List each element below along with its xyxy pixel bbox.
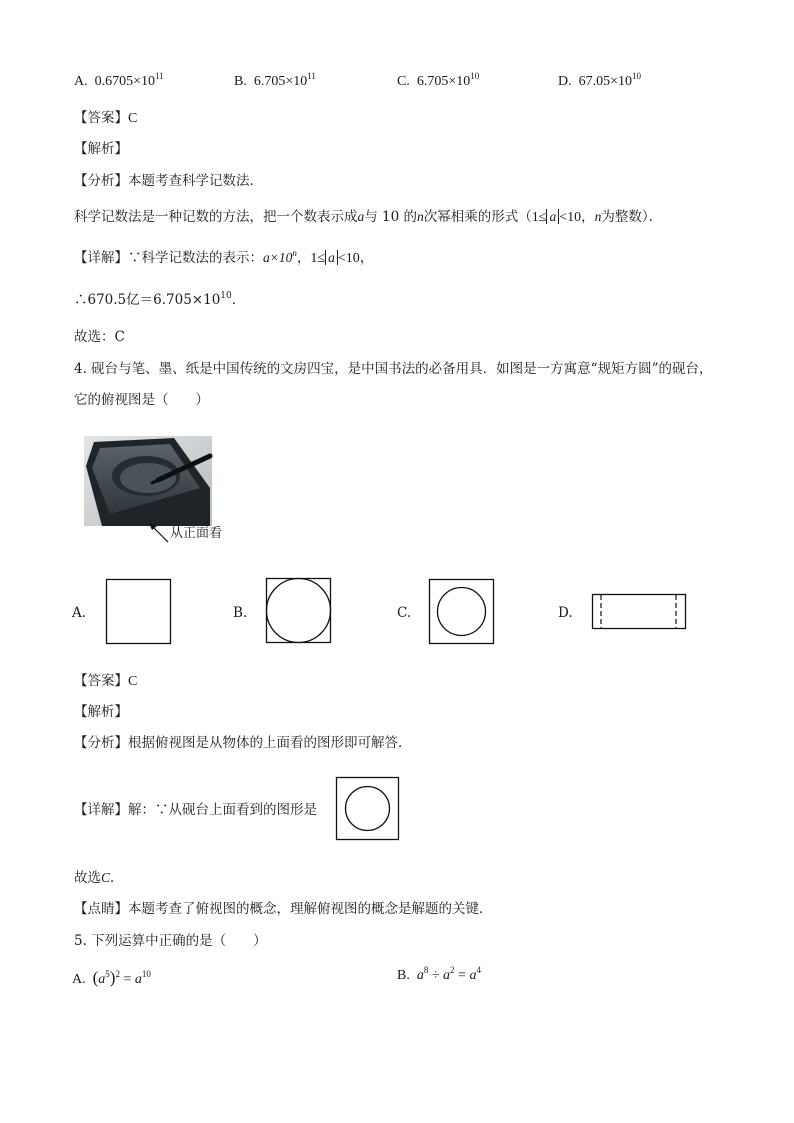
q3-option-d: D. $67.05\times 10^{10}$ bbox=[558, 71, 642, 89]
q3-choose: 故选：C bbox=[74, 329, 125, 345]
q4-option-a-figure bbox=[106, 579, 172, 645]
inkstone-photo bbox=[84, 436, 212, 526]
q4-stem-line2: 它的俯视图是（ ） bbox=[74, 392, 209, 408]
q4-option-c-figure bbox=[429, 579, 495, 645]
q3-analysis-tag: 【解析】 bbox=[74, 141, 128, 157]
q4-detail-figure bbox=[336, 777, 400, 841]
q4-answer: 【答案】C bbox=[74, 673, 138, 689]
q3-definition: 科学记数法是一种记数的方法，把一个数表示成a与 10 的n次幂相乘的形式（1≤ a <10，n为整数）． bbox=[74, 209, 663, 225]
q4-option-a-label: A. bbox=[72, 605, 87, 621]
q4-option-b-label: B. bbox=[233, 605, 248, 621]
q4-detail: 【详解】解：∵从砚台上面看到的图形是 bbox=[74, 802, 317, 818]
q5-option-a: A. $(a^5)^2 = a^{10}$ bbox=[72, 968, 151, 987]
q5-stem: 5. 下列运算中正确的是（ ） bbox=[74, 933, 267, 949]
q4-option-c-label: C. bbox=[397, 605, 412, 621]
q3-answer: 【答案】C bbox=[74, 110, 138, 126]
q4-stem-line1: 4. 砚台与笔、墨、纸是中国传统的文房四宝，是中国书法的必备用具．如图是一方寓意“规矩方圆”的砚台， bbox=[74, 361, 713, 377]
q4-analysis-tag: 【解析】 bbox=[74, 704, 128, 720]
q3-option-a: A. $0.6705\times 10^{11}$ bbox=[74, 71, 164, 89]
q3-therefore: ∴670.5亿$=6.705\times 10^{10}$． bbox=[74, 291, 246, 308]
q3-option-c: C. $6.705\times 10^{10}$ bbox=[397, 71, 480, 89]
q5-option-b: B. $a^8 \div a^2 = a^4$ bbox=[397, 965, 481, 983]
q4-option-d-figure bbox=[592, 594, 688, 632]
q4-option-d-label: D. bbox=[558, 605, 573, 621]
q4-dianjing: 【点睛】本题考查了俯视图的概念，理解俯视图的概念是解题的关键． bbox=[74, 901, 493, 917]
q3-fenxi: 【分析】本题考查科学记数法． bbox=[74, 173, 263, 189]
q3-detail: 【详解】∵科学记数法的表示：$a\times 10^n$，1≤ a <10， bbox=[74, 248, 374, 266]
q4-fenxi: 【分析】根据俯视图是从物体的上面看的图形即可解答． bbox=[74, 735, 412, 751]
q4-choose: 故选C． bbox=[74, 870, 124, 886]
q4-option-b-figure bbox=[266, 578, 332, 644]
photo-caption: 从正面看 bbox=[170, 526, 223, 541]
q3-option-b: B. $6.705\times 10^{11}$ bbox=[234, 71, 316, 89]
